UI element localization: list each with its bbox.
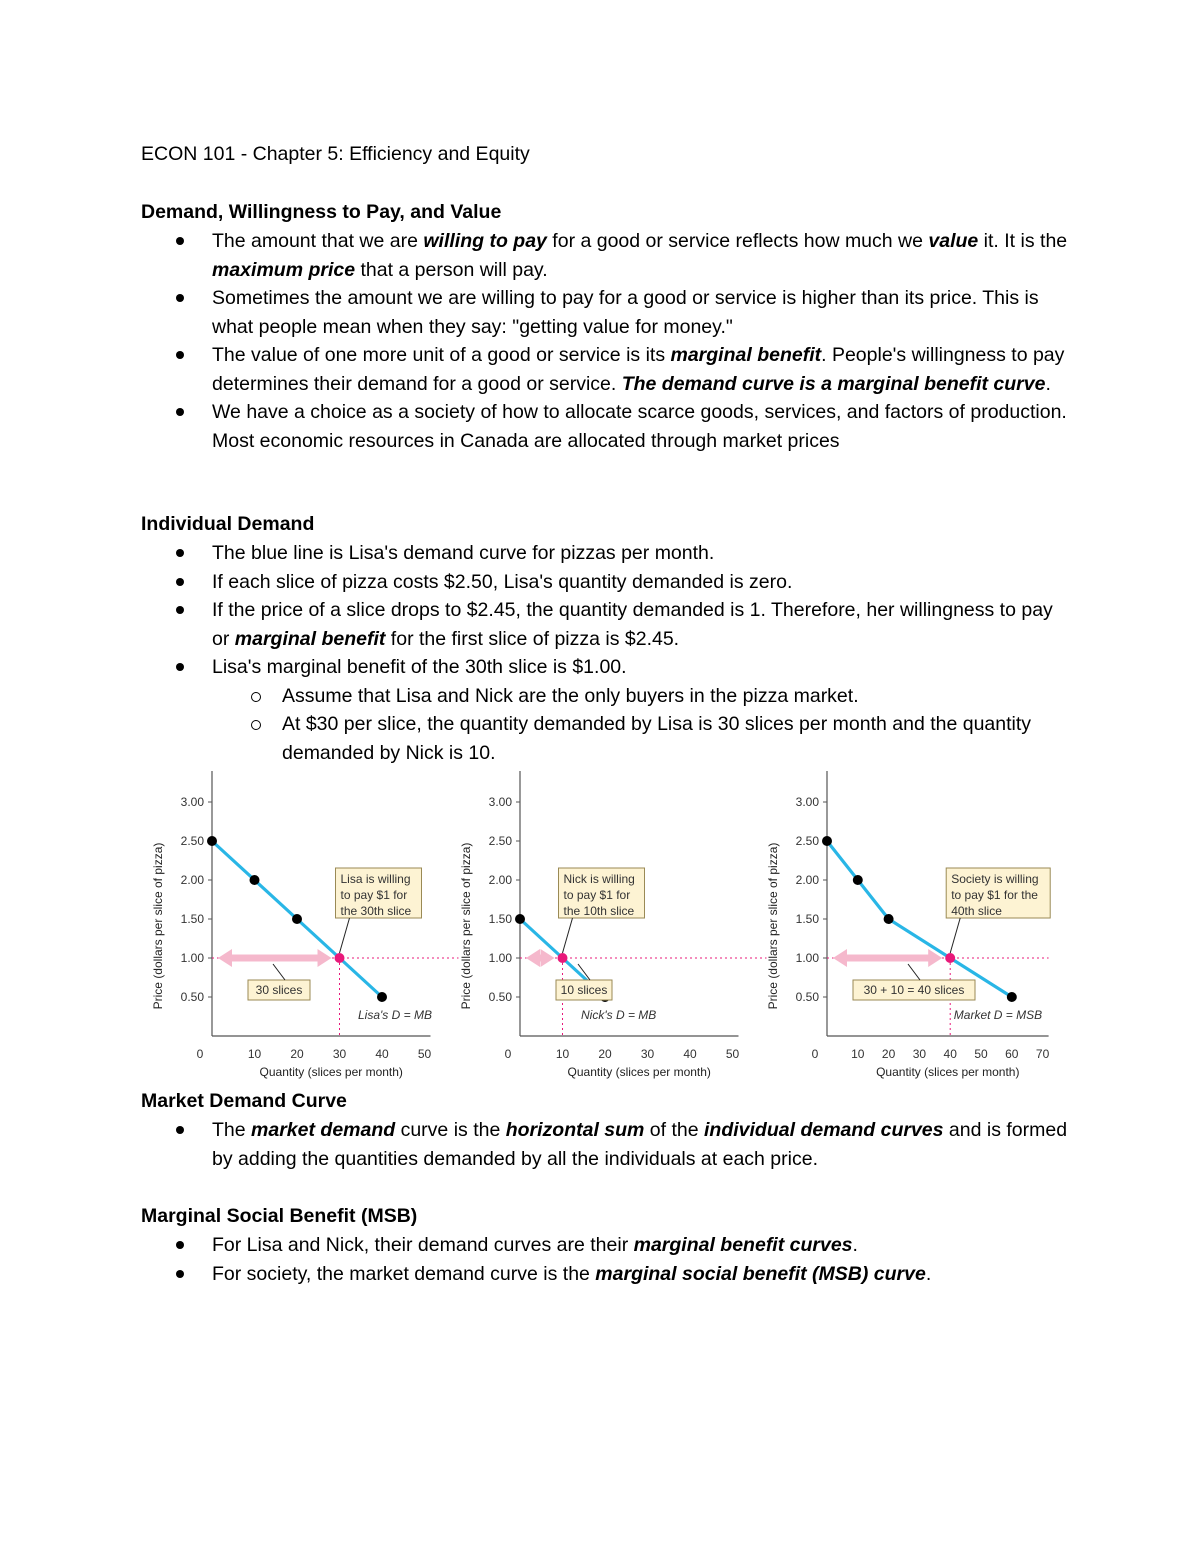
demand-bullet-list — [0, 227, 1100, 455]
callout-text: to pay $1 for — [340, 888, 408, 902]
list-item: If the price of a slice drops to $2.45, the quantity demanded is 1. Therefore, her willingness to pay or marginal benefit for the first slice of pizza is $2.45. — [0, 596, 1072, 653]
quantity-label-pointer — [273, 964, 285, 980]
y-tick-label: 2.00 — [488, 873, 512, 887]
callout-text: to pay $1 for — [563, 888, 631, 902]
list-item: Lisa's marginal benefit of the 30th slice is $1.00. Assume that Lisa and Nick are the only buyers in the pizza market. At $30 per slice, the quantity demanded by Lisa is 30 slices per month and the quantity demanded by Nick is 10. — [0, 653, 1072, 767]
data-point — [822, 836, 832, 846]
chart-panel-1 — [151, 771, 459, 1079]
y-tick-label: 1.50 — [488, 912, 512, 926]
y-tick-label: 1.50 — [180, 912, 204, 926]
y-tick-label: 0.50 — [795, 990, 819, 1004]
callout-text: 40th slice — [951, 904, 1002, 918]
x-tick-label: 20 — [290, 1047, 304, 1061]
sub-list — [212, 682, 1072, 768]
y-tick-label: 1.00 — [488, 951, 512, 965]
callout-text: the 30th slice — [340, 904, 412, 918]
x-tick-label: 30 — [912, 1047, 927, 1061]
y-tick-label: 3.00 — [488, 795, 512, 809]
x-tick-label: 70 — [1035, 1047, 1050, 1061]
x-tick-label: 0 — [811, 1047, 819, 1061]
list-item: The value of one more unit of a good or service is its marginal benefit. People's willingness to pay determines their demand for a good or service. The demand curve is a marginal benefit curve. — [0, 341, 1072, 398]
data-point — [515, 914, 525, 924]
list-item: The market demand curve is the horizontal sum of the individual demand curves and is formed by adding the quantities demanded by all the individuals at each price. — [0, 1116, 1072, 1173]
y-tick-label: 1.50 — [795, 912, 819, 926]
x-tick-label: 50 — [974, 1047, 988, 1061]
callout-pointer — [340, 918, 350, 953]
callout-text: to pay $1 for the — [951, 888, 1038, 902]
arrow-head-right — [541, 949, 555, 967]
chart-panel-3 — [766, 771, 1050, 1079]
list-item: The blue line is Lisa's demand curve for pizzas per month. — [0, 539, 1072, 568]
x-tick-label: 30 — [332, 1047, 347, 1061]
demand-charts-svg — [150, 765, 1060, 1080]
x-axis-label: Quantity (slices per month) — [259, 1065, 403, 1079]
highlight-point — [335, 953, 345, 963]
x-tick-label: 60 — [1005, 1047, 1019, 1061]
chart-panel-2 — [459, 771, 767, 1079]
data-point — [292, 914, 302, 924]
section-heading-individual: Individual Demand — [141, 513, 315, 535]
y-tick-label: 1.00 — [180, 951, 204, 965]
y-axis-label: Price (dollars per slice of pizza) — [766, 842, 780, 1010]
section-heading-demand: Demand, Willingness to Pay, and Value — [141, 201, 502, 223]
curve-label: Nick's D = MB — [581, 1008, 657, 1022]
sub-list-item: At $30 per slice, the quantity demanded by Lisa is 30 slices per month and the quantity demanded by Nick is 10. — [212, 710, 1072, 767]
list-item: For society, the market demand curve is the marginal social benefit (MSB) curve. — [0, 1260, 1072, 1289]
arrow-head-right — [318, 949, 332, 967]
x-axis-label: Quantity (slices per month) — [876, 1065, 1020, 1079]
y-tick-label: 1.00 — [795, 951, 819, 965]
callout-pointer — [950, 918, 960, 953]
document-title: ECON 101 - Chapter 5: Efficiency and Equity — [141, 143, 530, 165]
highlight-point — [945, 953, 955, 963]
list-item: Sometimes the amount we are willing to pay for a good or service is higher than its price. This is what people mean when they say: "getting value for money." — [0, 284, 1072, 341]
callout-text: Lisa is willing — [340, 872, 411, 886]
msb-bullet-list — [0, 1231, 1100, 1288]
y-tick-label: 0.50 — [180, 990, 204, 1004]
callout-text: Society is willing — [951, 872, 1039, 886]
y-tick-label: 2.00 — [180, 873, 204, 887]
list-item: If each slice of pizza costs $2.50, Lisa's quantity demanded is zero. — [0, 568, 1072, 597]
data-point — [884, 914, 894, 924]
x-tick-label: 20 — [598, 1047, 612, 1061]
arrow-head-left — [526, 949, 540, 967]
curve-label: Lisa's D = MB — [358, 1008, 432, 1022]
sub-list-item: Assume that Lisa and Nick are the only buyers in the pizza market. — [212, 682, 1072, 711]
demand-charts-figure — [150, 765, 1060, 1080]
y-axis-label: Price (dollars per slice of pizza) — [151, 842, 165, 1010]
x-tick-label: 10 — [555, 1047, 570, 1061]
section-heading-msb: Marginal Social Benefit (MSB) — [141, 1205, 418, 1227]
quantity-label-text: 10 slices — [560, 983, 608, 997]
x-tick-label: 0 — [196, 1047, 204, 1061]
arrow-head-left — [218, 949, 232, 967]
y-tick-label: 0.50 — [488, 990, 512, 1004]
x-tick-label: 40 — [943, 1047, 957, 1061]
y-tick-label: 2.50 — [488, 834, 512, 848]
demand-curve-line — [827, 841, 1012, 997]
data-point — [853, 875, 863, 885]
data-point — [250, 875, 260, 885]
x-tick-label: 40 — [683, 1047, 697, 1061]
x-tick-label: 0 — [504, 1047, 512, 1061]
quantity-label-text: 30 slices — [255, 983, 303, 997]
x-tick-label: 50 — [725, 1047, 740, 1061]
list-item: We have a choice as a society of how to allocate scarce goods, services, and factors of production. Most economic resources in Canada are allocated through market prices — [0, 398, 1072, 455]
data-point — [207, 836, 217, 846]
x-tick-label: 10 — [247, 1047, 262, 1061]
y-tick-label: 3.00 — [180, 795, 204, 809]
highlight-point — [558, 953, 568, 963]
y-axis-label: Price (dollars per slice of pizza) — [459, 842, 473, 1010]
x-tick-label: 10 — [851, 1047, 865, 1061]
curve-label: Market D = MSB — [953, 1008, 1043, 1022]
market-bullet-list — [0, 1116, 1100, 1173]
x-tick-label: 40 — [375, 1047, 389, 1061]
individual-bullet-list — [0, 539, 1100, 767]
arrow-head-left — [833, 949, 847, 967]
data-point — [1007, 992, 1017, 1002]
y-tick-label: 2.00 — [795, 873, 819, 887]
x-tick-label: 30 — [640, 1047, 655, 1061]
x-tick-label: 20 — [881, 1047, 896, 1061]
data-point — [377, 992, 387, 1002]
y-tick-label: 2.50 — [180, 834, 204, 848]
list-item: For Lisa and Nick, their demand curves are their marginal benefit curves. — [0, 1231, 1072, 1260]
x-tick-label: 50 — [417, 1047, 432, 1061]
quantity-label-text: 30 + 10 = 40 slices — [863, 983, 965, 997]
callout-pointer — [563, 918, 573, 953]
callout-text: the 10th slice — [563, 904, 635, 918]
list-item: The amount that we are willing to pay for a good or service reflects how much we value it. It is the maximum price that a person will pay. — [0, 227, 1072, 284]
section-heading-market: Market Demand Curve — [141, 1090, 347, 1112]
y-tick-label: 3.00 — [795, 795, 819, 809]
x-axis-label: Quantity (slices per month) — [567, 1065, 711, 1079]
quantity-label-pointer — [908, 964, 920, 980]
y-tick-label: 2.50 — [795, 834, 819, 848]
callout-text: Nick is willing — [563, 872, 635, 886]
